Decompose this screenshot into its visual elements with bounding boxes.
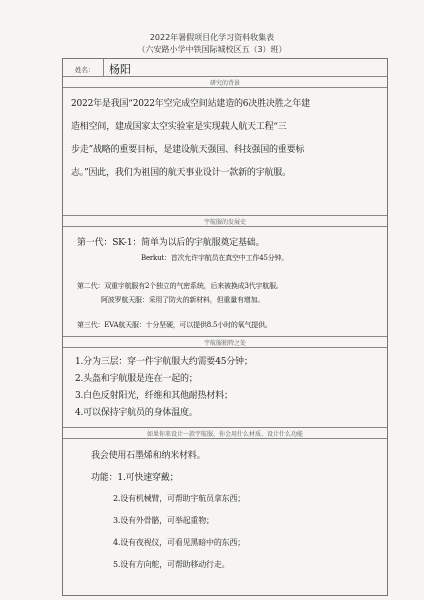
row-divider (63, 438, 387, 439)
row-divider (63, 226, 387, 227)
history-text: Berkut：首次允许宇航员在真空中工作45分钟。 (141, 254, 289, 262)
history-text: 第一代：SK-1：简单为以后的宇航服奠定基础。 (77, 238, 265, 248)
background-text: 2022年是我国“2022年空完成空间站建造的6决胜决胜之年建 (71, 99, 310, 109)
proposal-text: 5.设有方向舵，可帮助移动行走。 (113, 560, 230, 569)
design-text: 4.可以保持宇航员的身体温度。 (75, 408, 198, 418)
background-text: 造相空间，建成国家太空实验室是实现载人航天工程“三 (71, 122, 287, 132)
background-text: 志。”因此，我们为祖国的航天事业设计一款新的宇航服。 (71, 168, 291, 178)
row-divider (63, 347, 387, 348)
row-divider (63, 336, 387, 337)
row-divider (63, 76, 387, 77)
row-divider (63, 87, 387, 88)
section-title-history: 宇航服的发展史 (203, 219, 246, 226)
row-divider (63, 215, 387, 216)
section-title-design: 宇航服独特之处 (203, 340, 246, 347)
background-text: 步走”战略的重要目标，是建设航天强国、科技强国的重要标 (71, 145, 305, 155)
proposal-text: 2.设有机械臂，可帮助宇航员拿东西； (113, 494, 246, 503)
proposal-text: 我会使用石墨烯和纳米材料。 (91, 451, 206, 461)
history-text: 第二代：双重宇航服有2个独立的气密系统，后来被换成3代宇航服。 (77, 282, 283, 290)
design-text: 3.白色反射阳光，纤维和其他耐热材料； (75, 391, 233, 401)
design-text: 2.头盔和宇航服是连在一起的； (75, 374, 198, 384)
history-text: 第三代：EVA航天服：十分坚硬，可以提供8.5小时的氧气提供。 (77, 321, 272, 329)
form-table (62, 58, 388, 596)
row-divider (63, 427, 387, 428)
name-label: 姓名： (75, 66, 95, 74)
name-value: 杨阳 (109, 63, 131, 76)
proposal-text: 3.设有外骨骼，可举起重物； (113, 516, 214, 525)
proposal-text: 功能：1.可快速穿戴； (91, 473, 179, 483)
design-text: 1.分为三层：穿一件宇航服大约需要45分钟； (75, 357, 253, 367)
section-title-background: 研究的背景 (209, 80, 240, 87)
worksheet-title: 2022年暑假项目化学习资料收集表 (149, 33, 275, 42)
section-title-proposal: 如果你来设计一款宇航服，你会用什么材质、设计什么功能 (146, 431, 303, 438)
worksheet-subtitle: （六安路小学中铁国际城校区五（3）班） (137, 45, 287, 54)
history-text: 阿波罗航天服：采用了防火的新材料，但重量有增加。 (101, 296, 265, 304)
proposal-text: 4.设有夜视仪，可看见黑暗中的东西； (113, 538, 246, 547)
name-divider (103, 59, 104, 76)
